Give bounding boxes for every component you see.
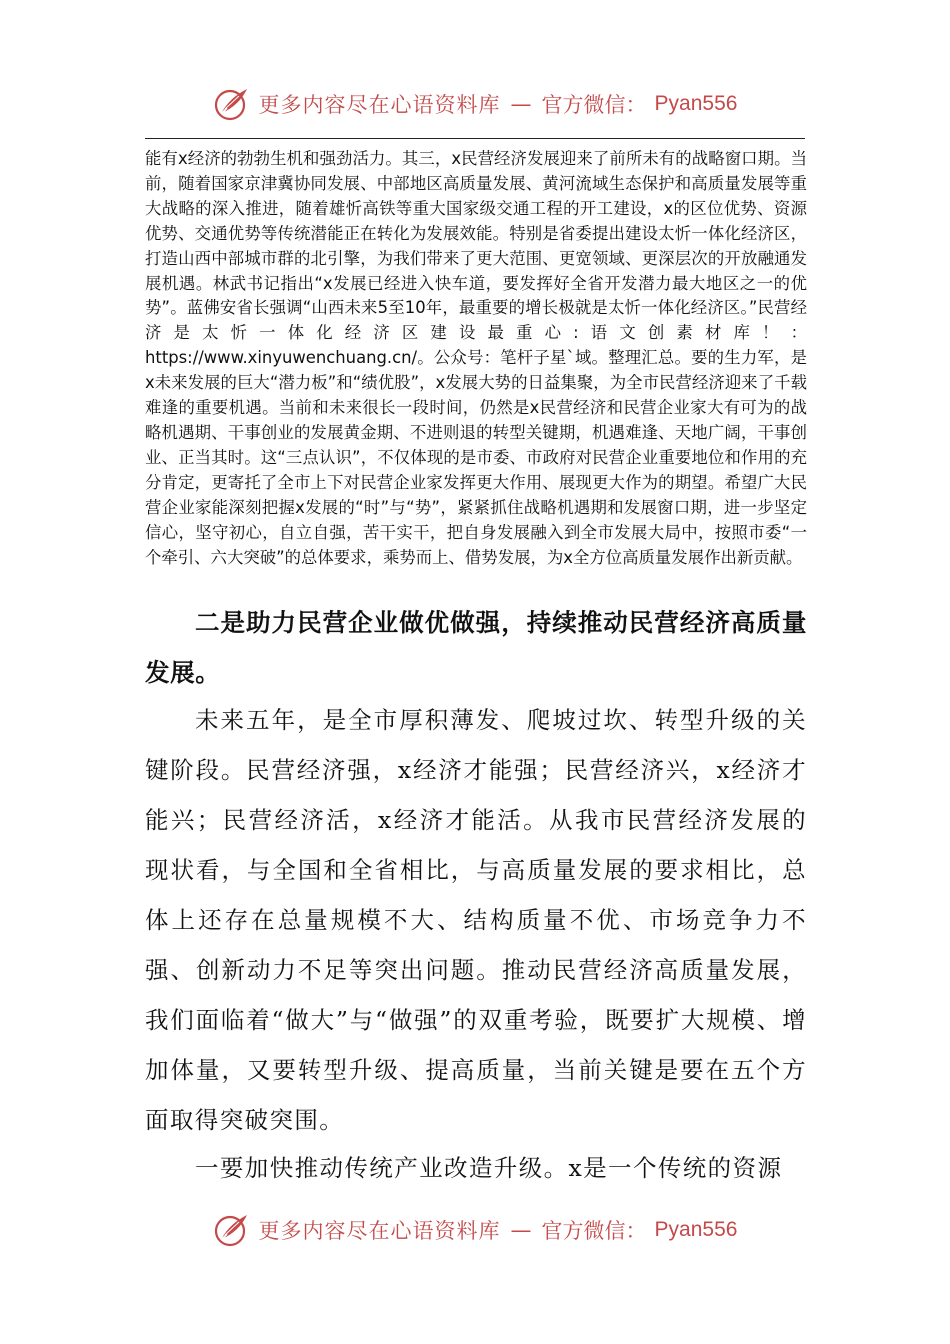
section-heading: 二是助力民营企业做优做强，持续推动民营经济高质量发展。	[145, 608, 807, 687]
header-banner	[0, 82, 950, 126]
footer-banner-text: 更多内容尽在心语资料库	[258, 1219, 501, 1243]
banner-wechat-id: Pyan556	[654, 92, 738, 115]
footer-banner	[0, 1208, 950, 1252]
header-divider	[145, 138, 805, 139]
quill-pen-logo-icon	[213, 1211, 251, 1249]
intro-paragraph: 能有x经济的勃勃生机和强劲活力。其三，x民营经济发展迎来了前所未有的战略窗口期。当前，随着国家京津冀协同发展、中部地区高质量发展、黄河流域生态保护和高质量发展等重大战略的深入推进，随着雄忻高铁等重大国家级交通工程的开工建设，x的区位优势、资源优势、交通优势等传统潜能正在转化为发展效能。特别是省委提出建设太忻一体化经济区，打造山西中部城市群的北引擎，为我们带来了更大范围、更宽领域、更深层次的开放融通发展机遇。林武书记指出“x发展已经进入快车道，要发挥好全省开发潜力最大地区之一的优势”。蓝佛安省长强调“山西未来5至10年，最重要的增长极就是太忻一体化经济区。”民营经济是太忻一体化经济区建设最重心:语文创素材库！：https://www.xinyuwenchuang.cn/。公众号：笔杆子星`域。整理汇总。要的生力军，是x未来发展的巨大“潜力板”和“绩优股”，x发展大势的日益集聚，为全市民营经济迎来了千载难逢的重要机遇。当前和未来很长一段时间，仍然是x民营经济和民营企业家大有可为的战略机遇期、干事创业的发展黄金期、不进则退的转型关键期，机遇难逢、天地广阔，干事创业、正当其时。这“三点认识”，不仅体现的是市委、市政府对民营企业重要地位和作用的充分肯定，更寄托了全市上下对民营企业家发挥更大作用、展现更大作为的期望。希望广大民营企业家能深刻把握x发展的“时”与“势”，紧紧抓住战略机遇期和发展窗口期，进一步坚定信心，坚守初心，自立自强，苦干实干，把自身发展融入到全市发展大局中，按照市委“一个牵引、六大突破”的总体要求，乘势而上、借势发展，为x全方位高质量发展作出新贡献。	[145, 149, 807, 567]
quill-pen-logo-icon	[213, 85, 251, 123]
banner-dash: —	[510, 92, 532, 116]
body-paragraph-2: 一要加快推动传统产业改造升级。x是一个传统的资源	[195, 1154, 783, 1182]
footer-banner-wechat-id: Pyan556	[654, 1218, 738, 1241]
footer-banner-dash: —	[510, 1218, 532, 1242]
body-paragraph-1: 未来五年，是全市厚积薄发、爬坡过坎、转型升级的关键阶段。民营经济强，x经济才能强；民营经济兴，x经济才能兴；民营经济活，x经济才能活。从我市民营经济发展的现状看，与全国和全省相比，与高质量发展的要求相比，总体上还存在总量规模不大、结构质量不优、市场竞争力不强、创新动力不足等突出问题。推动民营经济高质量发展，我们面临着“做大”与“做强”的双重考验，既要扩大规模、增加体量，又要转型升级、提高质量，当前关键是要在五个方面取得突破突围。	[145, 706, 807, 1134]
banner-wechat-label: 官方微信：	[541, 93, 647, 117]
banner-text: 更多内容尽在心语资料库	[258, 93, 501, 117]
footer-banner-wechat-label: 官方微信：	[541, 1219, 647, 1243]
